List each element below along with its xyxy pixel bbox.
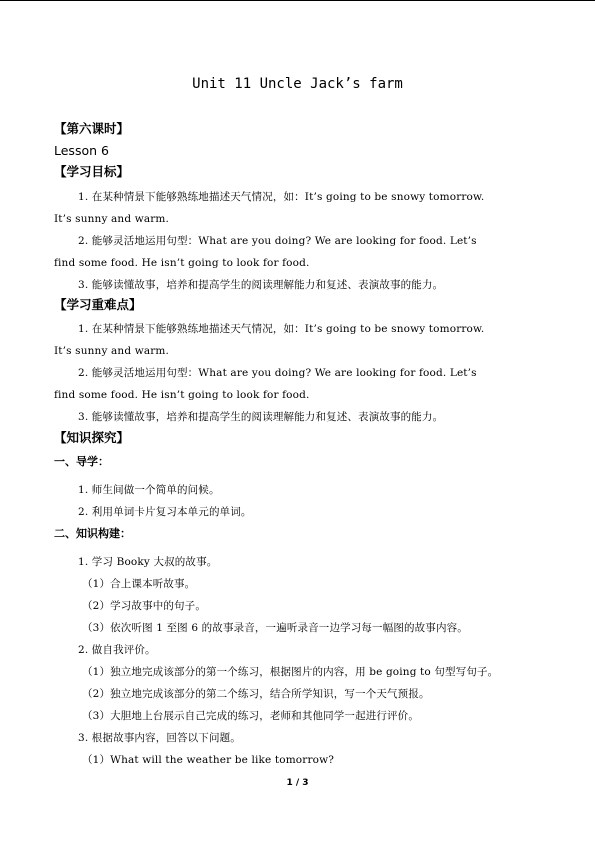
document-title: Unit 11 Uncle Jack’s farm xyxy=(192,76,403,92)
goal-3-line-1: 3. 能够读懂故事，培养和提高学生的阅读理解能力和复述、表演故事的能力。 xyxy=(78,279,444,291)
goal-2-line-2: find some food. He isn’t going to look for food. xyxy=(54,257,310,269)
goal-1-line-1: 1. 在某种情景下能够熟练地描述天气情况，如：It’s going to be snowy tomorrow. xyxy=(78,191,485,203)
goals-heading: 【学习目标】 xyxy=(54,164,130,179)
build-item-3: 3. 根据故事内容，回答以下问题。 xyxy=(78,732,241,744)
key-points-heading: 【学习重难点】 xyxy=(54,297,142,312)
key-2-line-1: 2. 能够灵活地运用句型：What are you doing? We are looking for food. Let’s xyxy=(78,367,477,379)
goal-1-line-2: It’s sunny and warm. xyxy=(54,213,170,225)
period-heading: 【第六课时】 xyxy=(54,121,130,136)
explore-heading: 【知识探究】 xyxy=(54,430,130,445)
goal-2-line-1: 2. 能够灵活地运用句型：What are you doing? We are looking for food. Let’s xyxy=(78,235,477,247)
build-item-1-1: （1）合上课本听故事。 xyxy=(82,578,196,590)
build-item-1: 1. 学习 Booky 大叔的故事。 xyxy=(78,556,218,568)
guide-heading: 一、导学： xyxy=(54,455,109,468)
build-item-2-1: （1）独立地完成该部分的第一个练习，根据图片的内容，用 be going to 句型写句子。 xyxy=(82,666,499,678)
build-item-3-1: （1）What will the weather be like tomorrow? xyxy=(82,754,334,766)
page-number: 1 / 3 xyxy=(286,778,309,788)
key-3-line-1: 3. 能够读懂故事，培养和提高学生的阅读理解能力和复述、表演故事的能力。 xyxy=(78,411,444,423)
key-2-line-2: find some food. He isn’t going to look for food. xyxy=(54,389,310,401)
build-item-1-3: （3）依次听图 1 至图 6 的故事录音，一遍听录音一边学习每一幅图的故事内容。 xyxy=(82,622,468,634)
build-item-2: 2. 做自我评价。 xyxy=(78,644,156,656)
build-item-2-2: （2）独立地完成该部分的第二个练习，结合所学知识，写一个天气预报。 xyxy=(82,688,430,700)
build-item-2-3: （3）大胆地上台展示自己完成的练习，老师和其他同学一起进行评价。 xyxy=(82,710,419,722)
guide-item-1: 1. 师生间做一个简单的问候。 xyxy=(78,484,220,496)
key-1-line-1: 1. 在某种情景下能够熟练地描述天气情况，如：It’s going to be snowy tomorrow. xyxy=(78,323,485,335)
build-item-1-2: （2）学习故事中的句子。 xyxy=(82,600,206,612)
guide-item-2: 2. 利用单词卡片复习本单元的单词。 xyxy=(78,506,252,518)
key-1-line-2: It’s sunny and warm. xyxy=(54,345,170,357)
lesson-label: Lesson 6 xyxy=(54,143,109,158)
build-heading: 二、知识构建： xyxy=(54,527,131,540)
page-top-rule xyxy=(0,0,595,1)
